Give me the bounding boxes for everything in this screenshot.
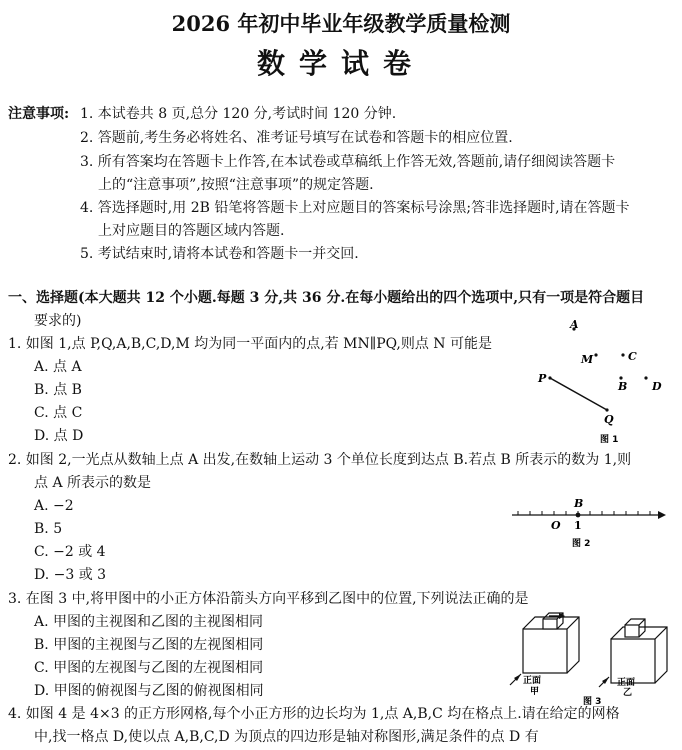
question-3-stem: 3. 在图 3 中,将甲图中的小正方体沿箭头方向平移到乙图中的位置,下列说法正确的是	[8, 591, 529, 607]
question-4-stem-continued: 中,找一格点 D,使以点 A,B,C,D 为顶点的四边形是轴对称图形,满足条件的点 D 有	[34, 729, 539, 745]
note-item: 3. 所有答案均在答题卡上作答,在本试卷或草稿纸上作答无效,答题前,请仔细阅读答题卡	[80, 154, 616, 170]
point-label-d: D	[652, 380, 662, 393]
point-c-dot	[621, 353, 624, 356]
figure-1-caption: 图 1	[600, 435, 619, 445]
subject-title: 数学试卷	[256, 47, 425, 80]
question-3-option-b: B. 甲图的主视图与乙图的左视图相同	[34, 637, 264, 653]
point-b-label: B	[574, 497, 584, 510]
question-2-option-a: A. −2	[34, 498, 74, 514]
section-heading: 一、选择题(本大题共 12 个小题.每题 3 分,共 36 分.在每小题给出的四个选项中,只有一项是符合题目	[8, 290, 645, 306]
note-item: 4. 答选择题时,用 2B 铅笔将答题卡上对应题目的答案标号涂黑;答非选择题时,请在答题卡	[80, 200, 630, 216]
point-label-a: A	[570, 318, 579, 331]
figure-1	[530, 318, 680, 448]
section-heading-continued: 要求的)	[34, 313, 82, 329]
cube-figure-yi	[611, 619, 667, 683]
question-1-stem: 1. 如图 1,点 P,Q,A,B,C,D,M 均为同一平面内的点,若 MN∥PQ,则点 N 可能是	[8, 336, 493, 352]
segment-pq	[550, 378, 607, 410]
question-2-stem-continued: 点 A 所表示的数是	[34, 475, 152, 491]
figure-3	[505, 603, 680, 706]
point-label-q: Q	[604, 413, 614, 426]
note-item: 1. 本试卷共 8 页,总分 120 分,考试时间 120 分钟.	[80, 106, 397, 122]
point-label-m: M	[581, 353, 594, 366]
note-item-continued: 上对应题目的答题区域内答题.	[98, 223, 285, 239]
number-line-arrow	[658, 511, 666, 519]
point-q-dot	[605, 408, 608, 411]
front-label-jia: 正面	[523, 676, 542, 686]
figure-2	[508, 494, 673, 554]
point-label-c: C	[628, 350, 637, 363]
figure-jia-label: 甲	[530, 687, 540, 697]
question-3-option-d: D. 甲图的俯视图与乙图的俯视图相同	[34, 683, 264, 699]
question-1-option-b: B. 点 B	[34, 382, 82, 398]
point-label-b: B	[618, 380, 628, 393]
one-label: 1	[574, 519, 582, 532]
front-label-yi: 正面	[617, 678, 636, 688]
question-4-stem: 4. 如图 4 是 4×3 的正方形网格,每个小正方形的边长均为 1,点 A,B,C 均在格点上.请在给定的网格	[8, 706, 620, 722]
point-label-p: P	[538, 372, 547, 385]
cube-figure-jia	[523, 613, 579, 673]
exam-title: 2026 年初中毕业年级教学质量检测	[171, 11, 511, 36]
question-2-option-d: D. −3 或 3	[34, 567, 107, 583]
figure-3-caption: 图 3	[583, 697, 602, 706]
figure-2-caption: 图 2	[572, 539, 591, 549]
question-3-option-c: C. 甲图的左视图与乙图的左视图相同	[34, 660, 264, 676]
figure-yi-label: 乙	[623, 688, 633, 698]
question-2-option-c: C. −2 或 4	[34, 544, 106, 560]
origin-label: O	[551, 519, 561, 532]
point-p-dot	[548, 376, 551, 379]
question-2-stem: 2. 如图 2,一光点从数轴上点 A 出发,在数轴上运动 3 个单位长度到达点 B.若点 B 所表示的数为 1,则	[8, 452, 632, 468]
question-1-option-d: D. 点 D	[34, 428, 84, 444]
notes-label: 注意事项:	[8, 106, 70, 122]
question-3-option-a: A. 甲图的主视图和乙图的主视图相同	[34, 614, 264, 630]
note-item: 5. 考试结束时,请将本试卷和答题卡一并交回.	[80, 246, 359, 262]
point-m-dot	[594, 353, 597, 356]
question-1-option-a: A. 点 A	[34, 359, 82, 375]
point-d-dot	[644, 376, 647, 379]
note-item: 2. 答题前,考生务必将姓名、准考证号填写在试卷和答题卡的相应位置.	[80, 130, 513, 146]
note-item-continued: 上的“注意事项”,按照“注意事项”的规定答题.	[98, 177, 374, 193]
point-b-marker	[576, 513, 581, 518]
question-1-option-c: C. 点 C	[34, 405, 83, 421]
question-2-option-b: B. 5	[34, 521, 63, 537]
